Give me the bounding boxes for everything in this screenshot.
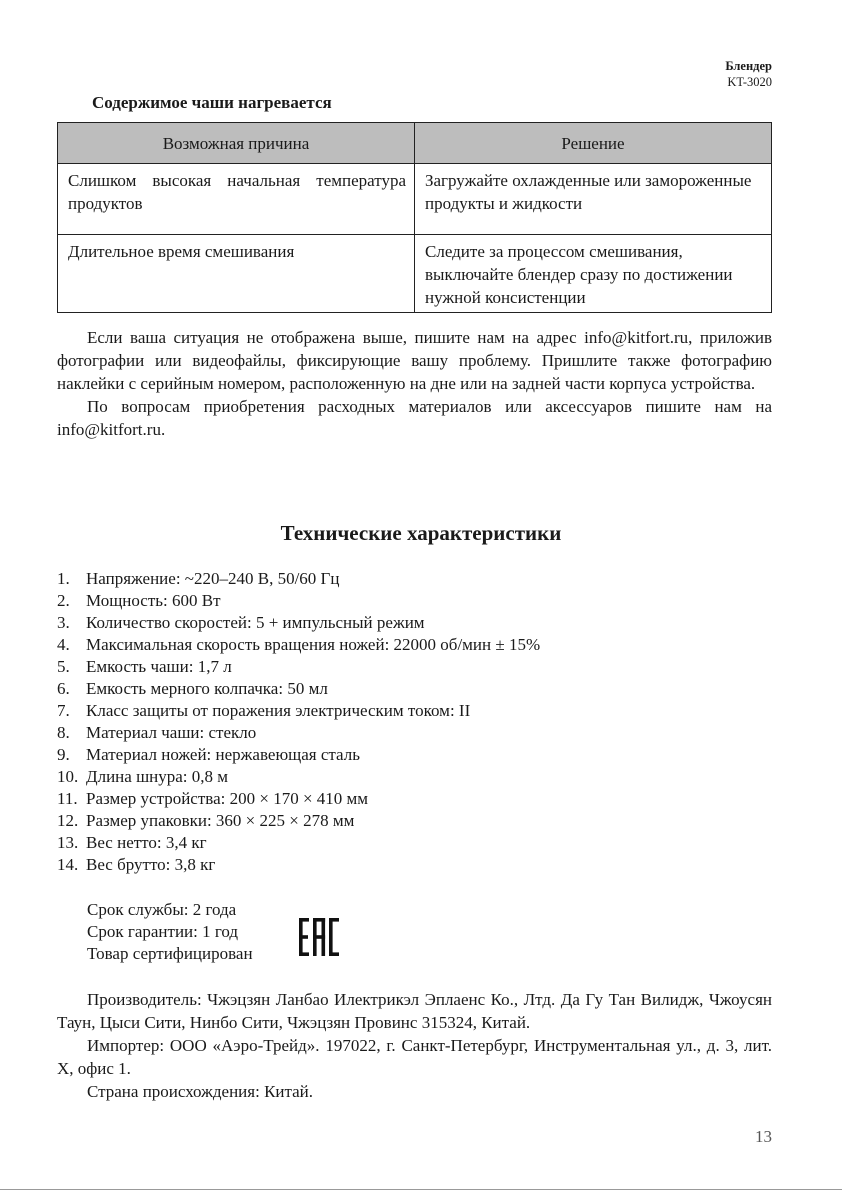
spec-text: Емкость чаши: 1,7 л [86, 657, 232, 676]
contact-paragraph: Если ваша ситуация не отображена выше, пишите нам на адрес info@kitfort.ru, приложив фотографии или видеофайлы, фиксирующие вашу проблему. Пришлите также фотографию наклейки с серийным номером, расположенную на дне или на задней части корпуса устройства. [57, 328, 772, 393]
spec-text: Максимальная скорость вращения ножей: 22000 об/мин ± 15% [86, 635, 541, 654]
spec-text: Вес нетто: 3,4 кг [86, 833, 207, 852]
accessories-paragraph: По вопросам приобретения расходных материалов или аксессуаров пишите нам на info@kitfort.ru. [57, 397, 772, 439]
spec-item [57, 678, 540, 700]
spec-item [57, 810, 540, 832]
contact-info [57, 326, 772, 441]
spec-number: 13. [57, 833, 79, 852]
model-number: KT-3020 [727, 75, 772, 89]
table-row [58, 235, 772, 313]
spec-item [57, 612, 540, 634]
solution-cell: Следите за процессом смешивания, выключайте блендер сразу по достижении нужной консистенции [415, 235, 772, 313]
specs-title: Технические характеристики [280, 521, 562, 545]
spec-text: Длина шнура: 0,8 м [86, 767, 229, 786]
table-header-row [58, 123, 772, 164]
spec-number: 12. [57, 811, 79, 830]
spec-item [57, 568, 540, 590]
page-number: 13 [755, 1127, 772, 1146]
cause-cell: Длительное время смешивания [58, 235, 415, 313]
spec-item [57, 700, 540, 722]
spec-text: Напряжение: ~220–240 В, 50/60 Гц [86, 569, 340, 588]
spec-number: 11. [57, 789, 78, 808]
spec-number: 6. [57, 679, 70, 698]
spec-number: 7. [57, 701, 70, 720]
spec-text: Количество скоростей: 5 + импульсный режим [86, 613, 425, 632]
origin-paragraph: Страна происхождения: Китай. [87, 1082, 314, 1101]
spec-number: 1. [57, 569, 70, 588]
solution-cell: Загружайте охлажденные или замороженные продукты и жидкости [415, 164, 772, 235]
spec-item [57, 722, 540, 744]
spec-number: 4. [57, 635, 70, 654]
eac-mark-icon [298, 918, 340, 956]
service-life: Срок службы: 2 года [87, 900, 237, 919]
spec-text: Материал ножей: нержавеющая сталь [86, 745, 360, 764]
product-name: Блендер [725, 59, 772, 73]
spec-number: 2. [57, 591, 70, 610]
service-info [87, 899, 253, 965]
spec-text: Размер упаковки: 360 × 225 × 278 мм [86, 811, 355, 830]
spec-text: Вес брутто: 3,8 кг [86, 855, 216, 874]
cause-cell: Слишком высокая начальная температура продуктов [58, 164, 415, 235]
troubleshooting-table [57, 122, 772, 313]
spec-item [57, 766, 540, 788]
spec-item [57, 788, 540, 810]
spec-item [57, 634, 540, 656]
spec-text: Мощность: 600 Вт [86, 591, 221, 610]
troubleshooting-title: Содержимое чаши нагревается [92, 93, 332, 112]
spec-item [57, 590, 540, 612]
column-header-cause: Возможная причина [58, 123, 415, 164]
bottom-divider [0, 1189, 842, 1190]
spec-text: Размер устройства: 200 × 170 × 410 мм [86, 789, 369, 808]
spec-number: 8. [57, 723, 70, 742]
spec-number: 5. [57, 657, 70, 676]
specs-list [57, 568, 540, 876]
spec-text: Материал чаши: стекло [86, 723, 257, 742]
manufacturer-info [57, 988, 772, 1103]
spec-item [57, 656, 540, 678]
spec-text: Емкость мерного колпачка: 50 мл [86, 679, 328, 698]
spec-number: 10. [57, 767, 79, 786]
spec-item [57, 854, 540, 876]
manufacturer-paragraph: Производитель: Чжэцзян Ланбао Илектрикэл Эплаенс Ко., Лтд. Да Гу Тан Вилидж, Чжоусян Таун, Цыси Сити, Нинбо Сити, Чжэцзян Провинс 315324, Китай. [57, 990, 772, 1032]
certification-note: Товар сертифицирован [87, 944, 253, 963]
spec-number: 14. [57, 855, 79, 874]
column-header-solution: Решение [415, 123, 772, 164]
spec-number: 3. [57, 613, 70, 632]
warranty-period: Срок гарантии: 1 год [87, 922, 239, 941]
document-header [725, 58, 772, 90]
spec-text: Класс защиты от поражения электрическим током: II [86, 701, 471, 720]
importer-paragraph: Импортер: ООО «Аэро-Трейд». 197022, г. Санкт-Петербург, Инструментальная ул., д. 3, лит. Х, офис 1. [57, 1036, 772, 1078]
spec-number: 9. [57, 745, 70, 764]
spec-item [57, 832, 540, 854]
spec-item [57, 744, 540, 766]
table-row [58, 164, 772, 235]
